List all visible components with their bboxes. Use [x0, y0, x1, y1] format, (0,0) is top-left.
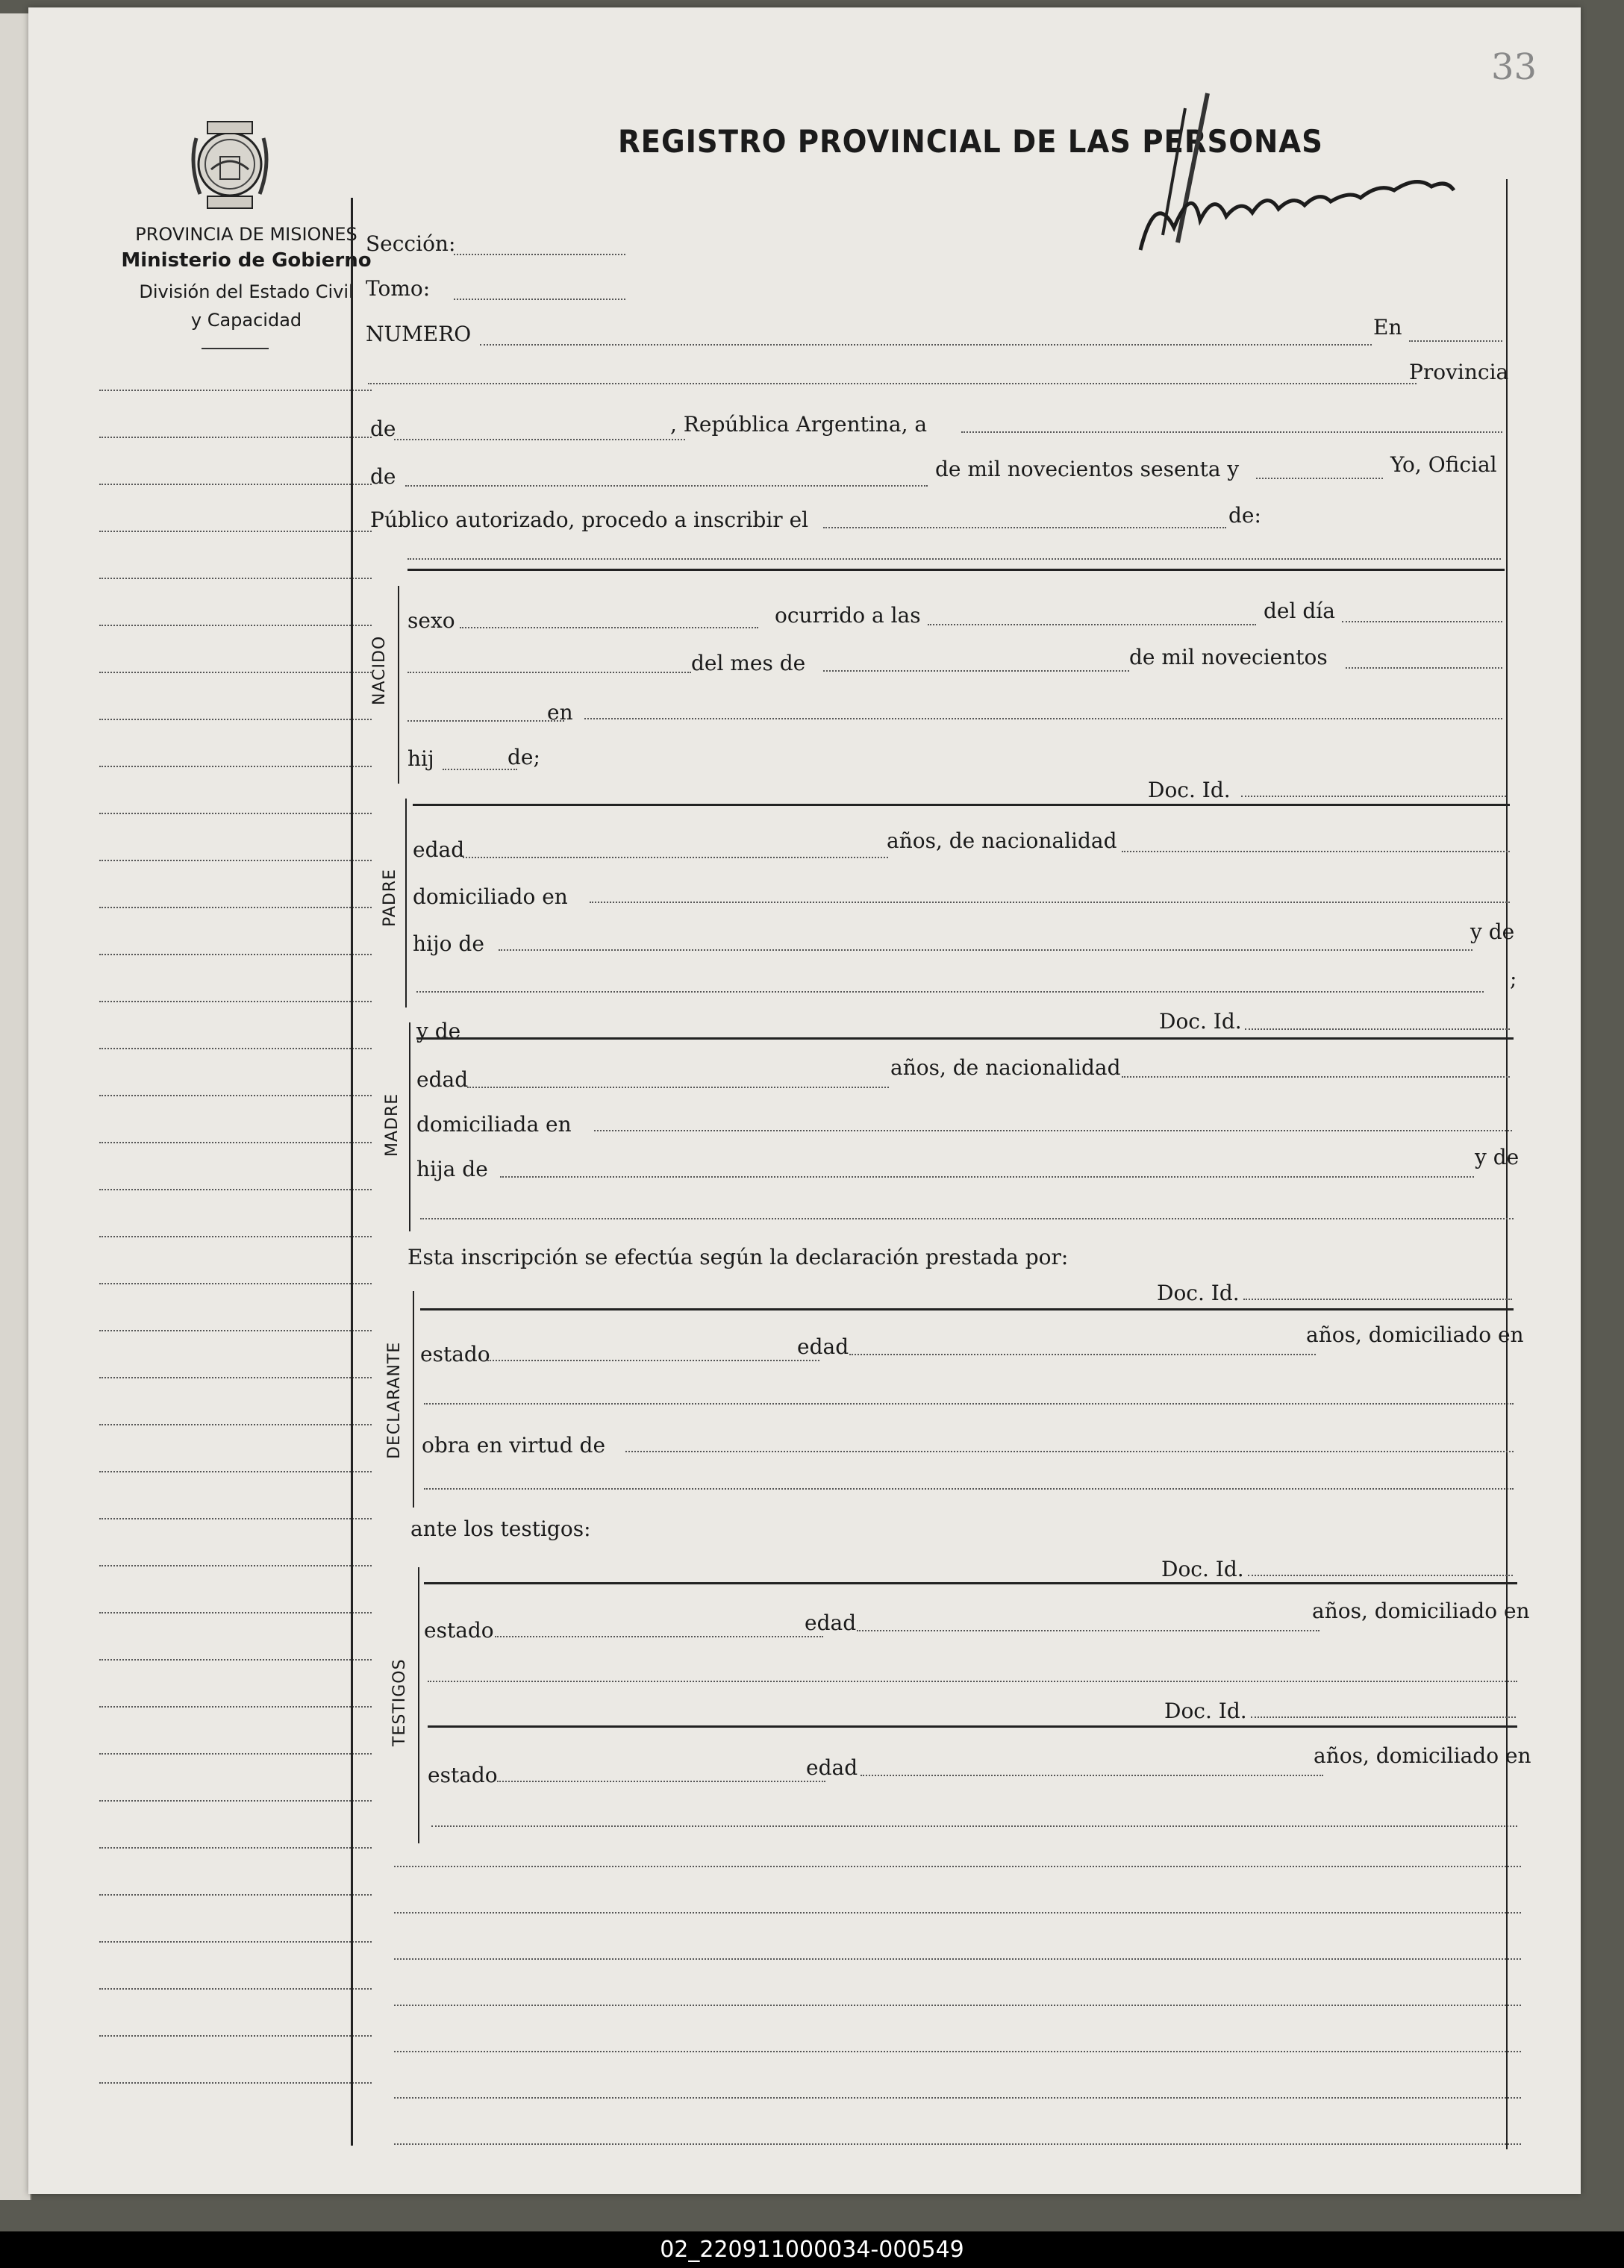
- margin-line[interactable]: [99, 1941, 372, 1943]
- en-field[interactable]: [1409, 340, 1502, 342]
- margin-line[interactable]: [99, 1847, 372, 1849]
- madre-rule: [409, 1022, 410, 1231]
- mes-field[interactable]: [823, 670, 1129, 672]
- yo-oficial-label: Yo, Oficial: [1390, 452, 1497, 477]
- madre-top-rule: [416, 1037, 1514, 1040]
- margin-line[interactable]: [99, 1330, 372, 1331]
- en-label: En: [1373, 315, 1402, 340]
- margin-line[interactable]: [99, 1095, 372, 1096]
- testigos-rule: [418, 1567, 419, 1843]
- margin-line[interactable]: [99, 578, 372, 579]
- padre-section-label: PADRE: [381, 868, 399, 927]
- madre-hija-label: hija de: [416, 1157, 488, 1181]
- padre-nac-field[interactable]: [1122, 851, 1510, 852]
- de1-field[interactable]: [394, 439, 685, 440]
- de-colon-label: de:: [1228, 503, 1261, 528]
- padre-doc-field[interactable]: [1241, 796, 1506, 797]
- page-number: 33: [1491, 46, 1537, 88]
- testigo2-edad-label: edad: [806, 1755, 858, 1780]
- seccion-field[interactable]: [454, 254, 625, 255]
- seccion-label: Sección:: [366, 231, 456, 256]
- margin-line[interactable]: [99, 766, 372, 767]
- republica-field[interactable]: [961, 431, 1502, 433]
- margin-line[interactable]: [99, 1565, 372, 1566]
- madre-hija-field-2[interactable]: [420, 1218, 1514, 1219]
- declarante-obra-field[interactable]: [625, 1451, 1514, 1452]
- margin-line[interactable]: [99, 1753, 372, 1755]
- testigo2-doc-field[interactable]: [1251, 1716, 1516, 1718]
- testigos-intro: ante los testigos:: [410, 1516, 591, 1541]
- madre-section-label: MADRE: [383, 1093, 402, 1157]
- margin-line[interactable]: [99, 437, 372, 438]
- testigo1-doc-label: Doc. Id.: [1161, 1557, 1244, 1581]
- declarante-top-rule: [420, 1308, 1514, 1310]
- republica-label: , República Argentina, a: [670, 412, 928, 437]
- testigos-top-rule: [424, 1582, 1517, 1584]
- margin-line[interactable]: [99, 1189, 372, 1190]
- margin-line[interactable]: [99, 1283, 372, 1284]
- testigos-section-label: TESTIGOS: [390, 1658, 409, 1746]
- testigo1-estado-field[interactable]: [495, 1636, 823, 1637]
- header-ministry: Ministerio de Gobierno: [121, 249, 372, 272]
- padre-edad-label: edad: [413, 837, 465, 862]
- margin-line[interactable]: [99, 1894, 372, 1896]
- section-rule-top: [407, 569, 1505, 571]
- declarante-intro: Esta inscripción se efectúa según la declaración prestada por:: [407, 1245, 1069, 1269]
- sesenta-label: de mil novecientos sesenta y: [935, 457, 1240, 481]
- de1-label: de: [370, 416, 396, 441]
- madre-edad-field[interactable]: [467, 1087, 889, 1088]
- lugar-field[interactable]: [584, 718, 1502, 719]
- tomo-field[interactable]: [454, 299, 625, 300]
- margin-line[interactable]: [99, 672, 372, 673]
- margin-line[interactable]: [99, 907, 372, 908]
- previous-page-edge: [0, 13, 31, 2200]
- madre-yde-label: y de: [416, 1019, 461, 1043]
- margin-line[interactable]: [99, 1706, 372, 1708]
- del-dia-label: del día: [1264, 599, 1335, 623]
- declarante-doc-field[interactable]: [1243, 1299, 1512, 1300]
- margin-line[interactable]: [99, 1800, 372, 1802]
- madre-dom-field[interactable]: [594, 1130, 1512, 1131]
- declarante-obra-label: obra en virtud de: [422, 1433, 606, 1458]
- margin-line[interactable]: [99, 2035, 372, 2037]
- header-divider: [202, 348, 269, 349]
- nacido-rule: [398, 586, 399, 784]
- testigo1-dom-field[interactable]: [428, 1681, 1517, 1682]
- testigo2-doc-label: Doc. Id.: [1164, 1699, 1247, 1723]
- padre-semicolon: ;: [1510, 966, 1517, 991]
- padre-dom-field[interactable]: [590, 902, 1510, 903]
- testigo1-doc-field[interactable]: [1248, 1575, 1513, 1576]
- testigo2-estado-label: estado: [428, 1763, 498, 1787]
- margin-line[interactable]: [99, 390, 372, 391]
- hij-label: hij: [407, 746, 434, 771]
- publico-field[interactable]: [823, 527, 1226, 528]
- provincia-label: Provincia: [1409, 360, 1509, 384]
- de2-label: de: [370, 464, 396, 489]
- free-line[interactable]: [394, 2143, 1521, 2145]
- madre-dom-label: domiciliada en: [416, 1112, 572, 1137]
- margin-line[interactable]: [99, 954, 372, 955]
- margin-line[interactable]: [99, 1142, 372, 1143]
- declarante-obra-field-2[interactable]: [424, 1488, 1514, 1490]
- margin-line[interactable]: [99, 625, 372, 626]
- padre-hijo-field[interactable]: [499, 949, 1472, 951]
- padre-nac-label: años, de nacionalidad: [887, 828, 1117, 853]
- madre-nac-label: años, de nacionalidad: [890, 1055, 1121, 1080]
- margin-line[interactable]: [99, 2082, 372, 2084]
- publico-label: Público autorizado, procedo a inscribir el: [370, 507, 809, 532]
- header-division-line1: División del Estado Civil: [139, 281, 354, 302]
- free-line[interactable]: [394, 2051, 1521, 2052]
- madre-yde2-label: y de: [1475, 1145, 1520, 1169]
- declarante-edad-field[interactable]: [849, 1354, 1316, 1355]
- testigo2-top-rule: [428, 1725, 1517, 1728]
- numero-field[interactable]: [480, 344, 1372, 346]
- numero-label: NUMERO: [366, 322, 472, 346]
- declarante-section-label: DECLARANTE: [385, 1341, 404, 1459]
- testigo2-edad-field[interactable]: [861, 1775, 1323, 1776]
- margin-line[interactable]: [99, 719, 372, 720]
- ocurrido-label: ocurrido a las: [775, 603, 921, 628]
- testigo1-estado-label: estado: [424, 1618, 494, 1643]
- anio-field[interactable]: [1346, 667, 1502, 669]
- margin-line[interactable]: [99, 860, 372, 861]
- madre-doc-label: Doc. Id.: [1159, 1009, 1242, 1034]
- margin-line[interactable]: [99, 1988, 372, 1990]
- province-seal-icon: [181, 116, 278, 213]
- declarante-dom-label: años, domiciliado en: [1306, 1322, 1524, 1347]
- margin-line[interactable]: [99, 1236, 372, 1237]
- left-main-rule: [351, 198, 353, 2146]
- margin-line[interactable]: [99, 1001, 372, 1002]
- margin-line[interactable]: [99, 1048, 372, 1049]
- del-mes-label: del mes de: [691, 651, 806, 675]
- margin-line[interactable]: [99, 1377, 372, 1378]
- declarante-edad-label: edad: [797, 1334, 849, 1359]
- dia-field-2[interactable]: [407, 672, 691, 673]
- margin-line[interactable]: [99, 1612, 372, 1613]
- free-line[interactable]: [394, 1912, 1521, 1914]
- madre-doc-field[interactable]: [1245, 1028, 1510, 1030]
- tomo-label: Tomo:: [366, 276, 431, 301]
- form-page: [28, 7, 1581, 2194]
- padre-top-rule: [413, 804, 1510, 806]
- margin-line[interactable]: [99, 1518, 372, 1519]
- testigo2-dom-field[interactable]: [431, 1825, 1517, 1827]
- mil-novecientos-label: de mil novecientos: [1129, 645, 1328, 669]
- sexo-field[interactable]: [460, 627, 758, 628]
- declarante-doc-label: Doc. Id.: [1157, 1281, 1240, 1305]
- madre-hija-field[interactable]: [500, 1176, 1474, 1178]
- hora-field[interactable]: [928, 624, 1256, 625]
- testigo1-dom-label: años, domiciliado en: [1312, 1599, 1530, 1623]
- free-line[interactable]: [394, 1958, 1521, 1960]
- padre-yde-label: y de: [1470, 919, 1515, 944]
- testigo2-dom-label: años, domiciliado en: [1314, 1743, 1531, 1768]
- testigo1-edad-label: edad: [805, 1611, 857, 1635]
- declarante-estado-field[interactable]: [487, 1360, 819, 1361]
- de2-field[interactable]: [405, 485, 928, 487]
- declarante-estado-label: estado: [420, 1342, 490, 1366]
- margin-line[interactable]: [99, 1471, 372, 1472]
- hij-field[interactable]: [443, 769, 517, 770]
- header-division-line2: y Capacidad: [190, 310, 302, 331]
- sexo-label: sexo: [407, 608, 455, 633]
- margin-line[interactable]: [99, 1659, 372, 1661]
- de-semi-label: de;: [508, 745, 540, 769]
- nacido-section-label: NACIDO: [370, 635, 389, 705]
- testigo1-edad-field[interactable]: [857, 1630, 1320, 1631]
- sesenta-field[interactable]: [1256, 478, 1383, 479]
- page-title: REGISTRO PROVINCIAL DE LAS PERSONAS: [618, 123, 1323, 160]
- padre-hijo-label: hijo de: [413, 931, 484, 956]
- handwritten-signature: [1133, 78, 1461, 265]
- anio-field-2[interactable]: [407, 720, 564, 722]
- dia-field[interactable]: [1342, 621, 1502, 622]
- testigo2-estado-field[interactable]: [497, 1781, 825, 1782]
- padre-rule: [405, 799, 407, 1008]
- free-line[interactable]: [394, 1866, 1521, 1867]
- free-line[interactable]: [394, 2005, 1521, 2006]
- madre-nac-field[interactable]: [1122, 1076, 1510, 1078]
- padre-dom-label: domiciliado en: [413, 884, 568, 909]
- header-division: [82, 278, 410, 334]
- header-province: PROVINCIA DE MISIONES: [135, 224, 357, 245]
- madre-edad-label: edad: [416, 1067, 469, 1092]
- margin-line[interactable]: [99, 531, 372, 532]
- padre-doc-label: Doc. Id.: [1148, 778, 1231, 802]
- margin-line[interactable]: [99, 813, 372, 814]
- free-line[interactable]: [394, 2097, 1521, 2099]
- margin-line[interactable]: [99, 484, 372, 485]
- scan-filename: 02_220911000034-000549: [0, 2231, 1624, 2268]
- margin-line[interactable]: [99, 1424, 372, 1425]
- en-lugar-label: en: [547, 700, 573, 725]
- provincia-field[interactable]: [368, 383, 1417, 384]
- padre-hijo-field-2[interactable]: [416, 991, 1484, 993]
- declarante-rule: [413, 1291, 414, 1508]
- publico-field-2[interactable]: [407, 558, 1501, 560]
- padre-edad-field[interactable]: [463, 857, 888, 858]
- declarante-dom-field[interactable]: [424, 1403, 1514, 1405]
